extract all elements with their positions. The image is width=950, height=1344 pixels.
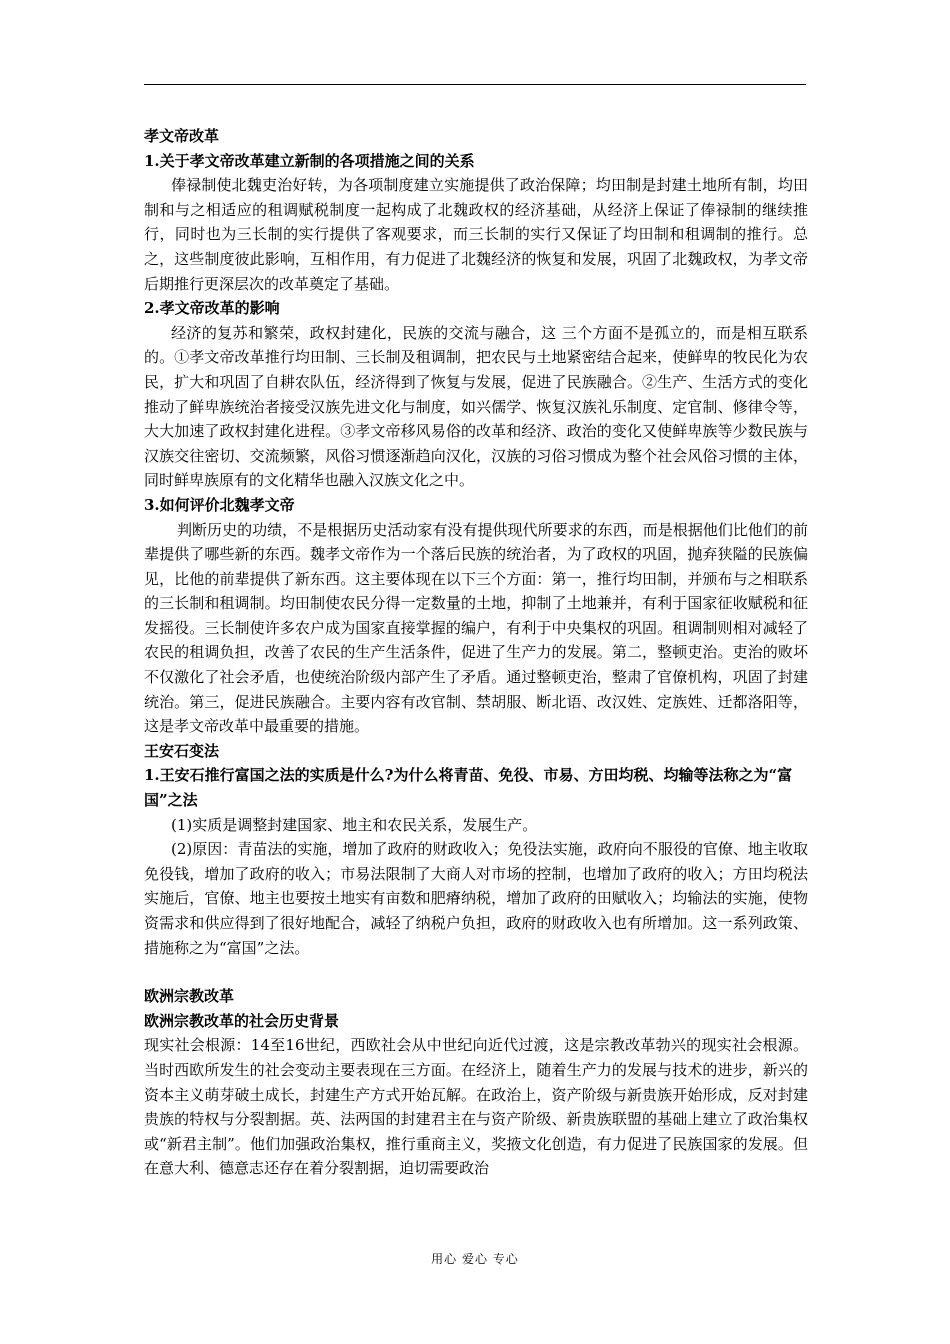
section-title: 王安石变法 <box>144 741 220 760</box>
paragraph: 判断历史的功绩，不是根据历史活动家有没有提供现代所要求的东西，而是根据他们比他们的前辈提供了哪些新的东西。魏孝文帝作为一个落后民族的统治者，为了政权的巩固，抛弃狭隘的民族偏见，比他的前辈提供了新东西。这主要体现在以下三个方面：第一，推行均田制，并颁布与之相联系的三长制和租调制。均田制使农民分得一定数量的土地，抑制了土地兼并，有利于国家征收赋税和征发摇役。三长制使许多农户成为国家直接掌握的编户，有利于中央集权的巩固。租调制则相对减轻了农民的租调负担，改善了农民的生产生活条件，促进了生产力的发展。第二，整顿吏治。吏治的败坏不仅激化了社会矛盾，也使统治阶级内部产生了矛盾。通过整顿吏治，整肃了官僚机构，巩固了封建统治。第三，促进民族融合。主要内容有改官制、禁胡服、断北语、改汉姓、定族姓、迁都洛阳等，这是孝文帝改革中最重要的措施。 <box>144 520 808 736</box>
document-body <box>144 124 808 1181</box>
blank-line <box>144 960 808 984</box>
paragraph: (2)原因：青苗法的实施，增加了政府的财政收入；免役法实施，政府向不服役的官僚、地主收取免役钱，增加了政府的收入；市易法限制了大商人对市场的控制，也增加了政府的收入；方田均税法实施后，官僚、地主也要按土地实有亩数和肥瘠纳税，增加了政府的田赋收入；均输法的实施，使物资需求和供应得到了很好地配合，减轻了纳税户负担，政府的财政收入也有所增加。这一系列政策、措施称之为“富国”之法。 <box>144 840 808 957</box>
paragraph: (1)实质是调整封建国家、地主和农民关系，发展生产。 <box>171 815 538 834</box>
section-title: 欧洲宗教改革 <box>144 987 235 1006</box>
section-title: 孝文帝改革 <box>144 127 220 145</box>
paragraph: 经济的复苏和繁荣，政权封建化，民族的交流与融合，这 三个方面不是孤立的，而是相互联系的。①孝文帝改革推行均田制、三长制及租调制，把农民与土地紧密结合起来，使鲜卑的牧民化为农民，扩大和巩固了自耕农队伍，经济得到了恢复与发展，促进了民族融合。②生产、生活方式的变化推动了鲜卑族统治者接受汉族先进文化与制度，如兴儒学、恢复汉族礼乐制度、定官制、修律令等，大大加速了政权封建化进程。③孝文帝移风易俗的改革和经济、政治的变化又使鲜卑族等少数民族与汉族交往密切、交流频繁，风俗习惯逐渐趋向汉化，汉族的习俗习惯成为整个社会风俗习惯的主体，同时鲜卑族原有的文化精华也融入汉族文化之中。 <box>144 323 808 490</box>
subsection-heading: 1.王安石推行富国之法的实质是什么?为什么将青苗、免役、市易、方田均税、均输等法称之为“富国”之法 <box>144 766 793 810</box>
paragraph: 俸禄制使北魏吏治好转，为各项制度建立实施提供了政治保障；均田制是封建土地所有制，均田制和与之相适应的租调赋税制度一起构成了北魏政权的经济基础，从经济上保证了俸禄制的继续推行，同时也为三长制的实行提供了客观要求，而三长制的实行又保证了均田制和租调制的推行。总之，这些制度彼此影响，互相作用，有力促进了北魏经济的恢复和发展，巩固了北魏政权，为孝文帝后期推行更深层次的改革奠定了基础。 <box>144 176 808 293</box>
subsection-heading: 1.关于孝文帝改革建立新制的各项措施之间的关系 <box>144 151 475 170</box>
subsection-heading: 欧洲宗教改革的社会历史背景 <box>144 1011 340 1030</box>
subsection-heading: 3.如何评价北魏孝文帝 <box>144 495 295 514</box>
page-footer: 用心 爱心 专心 <box>431 1252 519 1266</box>
subsection-heading: 2.孝文帝改革的影响 <box>144 299 280 318</box>
paragraph: 现实社会根源：14至16世纪，西欧社会从中世纪向近代过渡，这是宗教改革勃兴的现实社会根源。当时西欧所发生的社会变动主要表现在三方面。在经济上，随着生产力的发展与技术的进步，新兴的资本主义萌芽破土成长，封建生产方式开始瓦解。在政治上，资产阶级与新贵族开始形成，反对封建贵族的特权与分裂割据。英、法两国的封建君主在与资产阶级、新贵族联盟的基础上建立了政治集权或“新君主制”。他们加强政治集权，推行重商主义，奖掖文化创造，有力促进了民族国家的发展。但在意大利、德意志还存在着分裂割据，迫切需要政治 <box>144 1036 808 1178</box>
header-rule <box>144 84 806 85</box>
